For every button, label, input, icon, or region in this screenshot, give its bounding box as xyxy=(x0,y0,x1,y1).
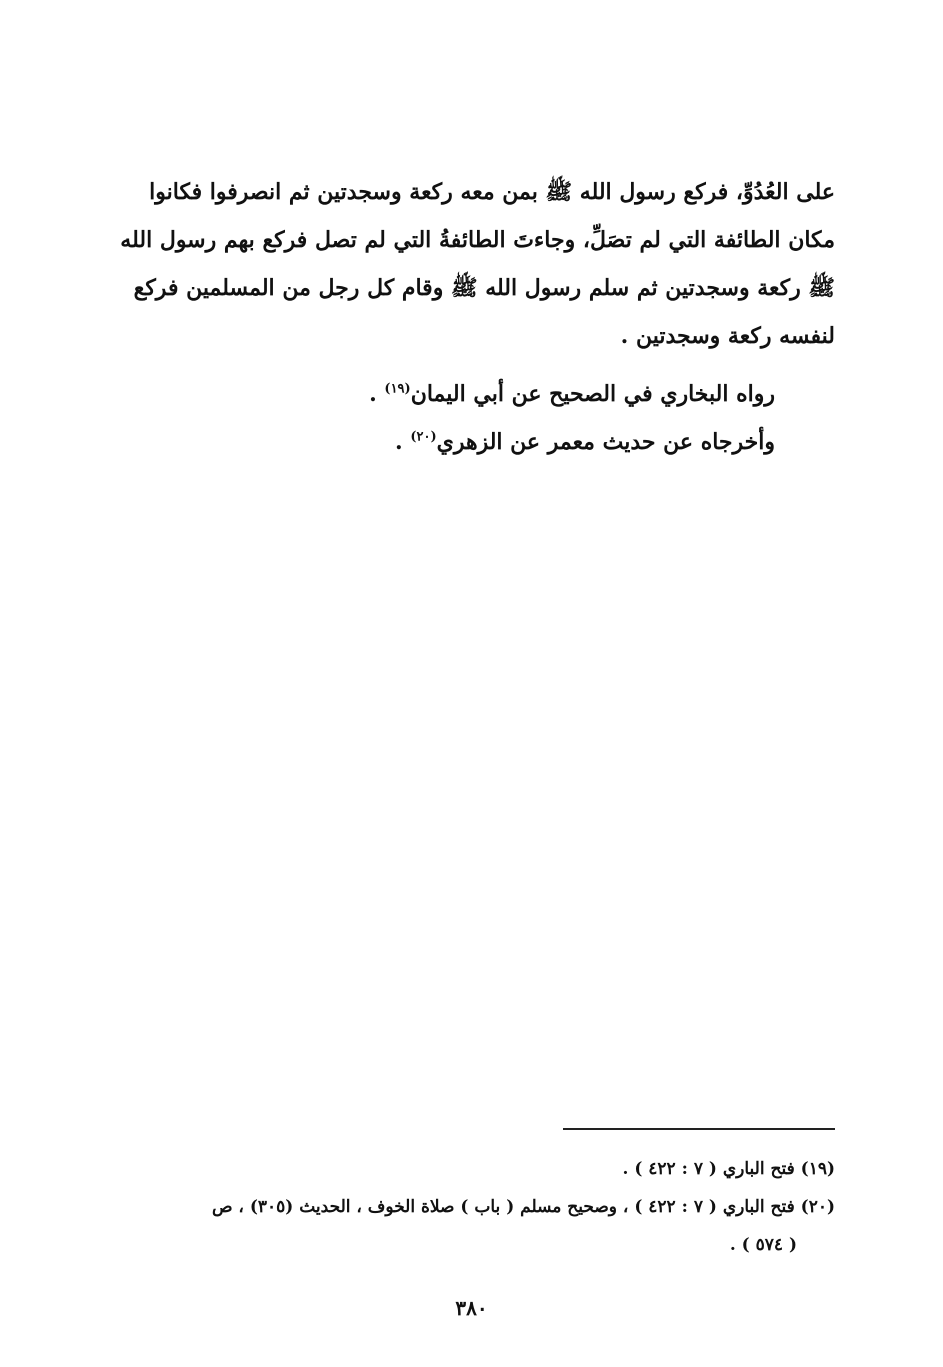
main-paragraph xyxy=(109,168,835,360)
narration-text: وأخرجاه عن حديث معمر عن الزهري xyxy=(436,429,775,455)
narration-line xyxy=(115,418,775,466)
footnote-continuation: ( ٥٧٤ ) . xyxy=(729,1235,797,1255)
narration-block xyxy=(115,370,775,466)
footnote: (١٩) فتح الباري ( ٧ : ٤٢٢ ) . xyxy=(622,1159,835,1179)
narration-end: . xyxy=(369,381,385,407)
paragraph-line: لنفسه ركعة وسجدتين . xyxy=(620,323,835,349)
paragraph-line: مكان الطائفة التي لم تصَلِّ، وجاءتَ الطائفةُ التي لم تصل فركع بهم رسول الله xyxy=(120,227,835,253)
footnote-reference: (١٩) xyxy=(384,381,411,397)
page-number: ٣٨٠ xyxy=(455,1296,488,1320)
footnote-separator xyxy=(563,1128,835,1130)
footnotes-section xyxy=(109,1150,835,1264)
paragraph-line: على العُدُوِّ، فركع رسول الله ﷺ بمن معه ركعة وسجدتين ثم انصرفوا فكانوا xyxy=(149,179,835,205)
paragraph-line: ﷺ ركعة وسجدتين ثم سلم رسول الله ﷺ وقام كل رجل من المسلمين فركع xyxy=(133,275,835,301)
footnote-reference: (٢٠) xyxy=(410,429,437,445)
narration-line xyxy=(115,370,775,418)
footnote: (٢٠) فتح الباري ( ٧ : ٤٢٢ ) ، وصحيح مسلم ( باب ) صلاة الخوف ، الحديث (٣٠٥) ، ص xyxy=(211,1197,835,1217)
narration-end: . xyxy=(395,429,411,455)
narration-text: رواه البخاري في الصحيح عن أبي اليمان xyxy=(410,381,775,407)
